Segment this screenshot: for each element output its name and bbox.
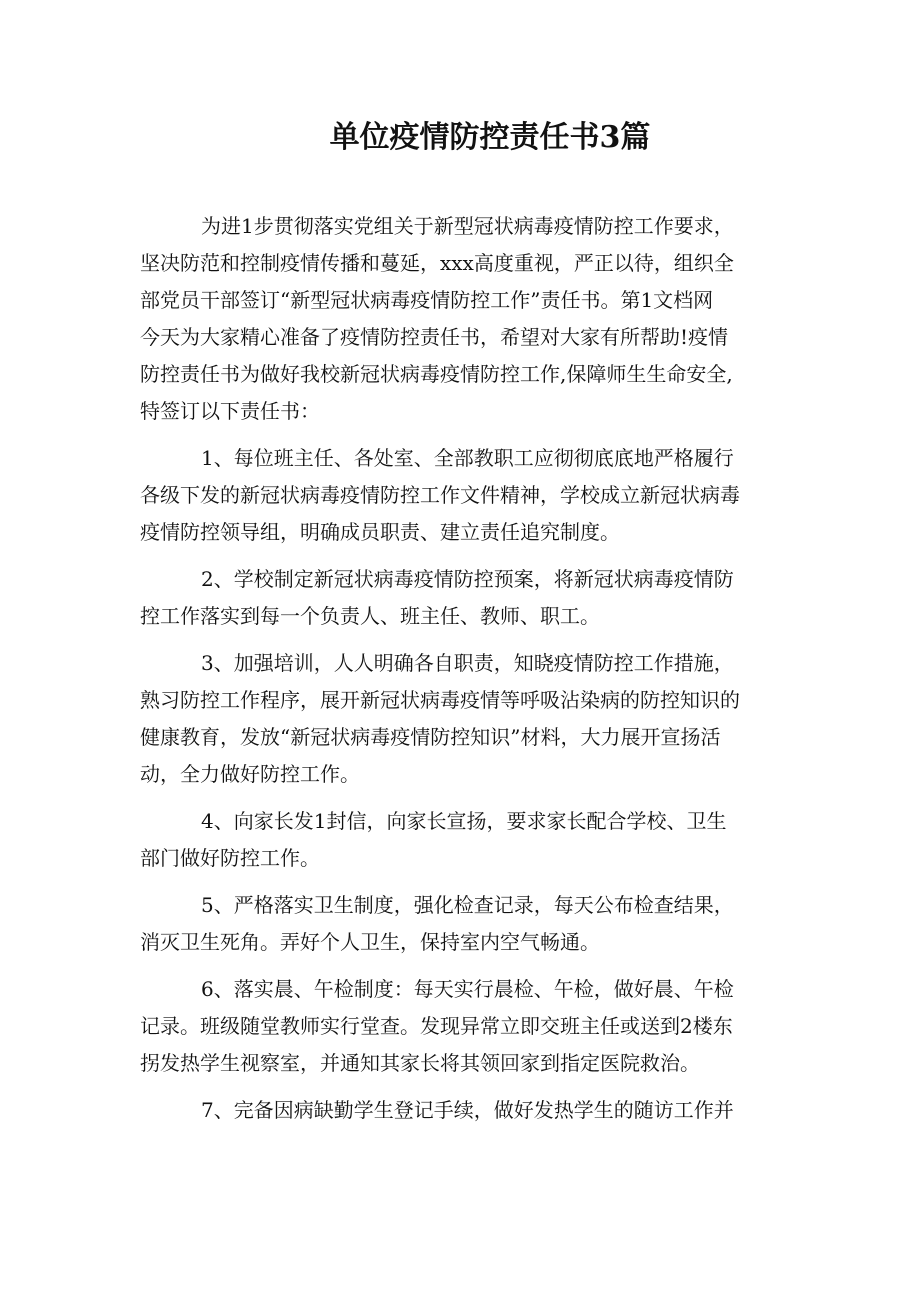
paragraph [140, 971, 800, 1082]
paragraph-line: 防控责任书为做好我校新冠状病毒疫情防控工作,保障师生生命安全, [140, 362, 733, 386]
paragraph-line: 5、严格落实卫生制度，强化检查记录，每天公布检查结果， [201, 893, 734, 917]
paragraph [140, 803, 800, 877]
paragraph-line: 坚决防范和控制疫情传播和蔓延，xxx高度重视，严正以待，组织全 [140, 251, 734, 275]
paragraph-line: 记录。班级随堂教师实行堂查。发现异常立即交班主任或送到2楼东 [140, 1014, 733, 1038]
paragraph-line: 疫情防控领导组，明确成员职责、建立责任追究制度。 [140, 520, 620, 544]
paragraph [140, 887, 800, 961]
paragraph-line: 健康教育，发放“新冠状病毒疫情防控知识”材料，大力展开宣扬活 [140, 725, 721, 749]
paragraph [140, 645, 800, 793]
paragraph-line: 为进1步贯彻落实党组关于新型冠状病毒疫情防控工作要求， [201, 214, 734, 238]
paragraph-line: 控工作落实到每一个负责人、班主任、教师、职工。 [140, 604, 600, 628]
paragraph-line: 各级下发的新冠状病毒疫情防控工作文件精神，学校成立新冠状病毒 [140, 483, 740, 507]
paragraph-line: 拐发热学生视察室，并通知其家长将其领回家到指定医院救治。 [140, 1051, 700, 1075]
paragraph [140, 440, 800, 551]
paragraph [140, 208, 800, 430]
paragraph-line: 今天为大家精心准备了疫情防控责任书，希望对大家有所帮助!疫情 [140, 325, 729, 349]
paragraph-line: 6、落实晨、午检制度：每天实行晨检、午检，做好晨、午检 [201, 977, 734, 1001]
paragraph [140, 561, 800, 635]
paragraph-line: 3、加强培训，人人明确各自职责，知晓疫情防控工作措施， [201, 651, 734, 675]
paragraph-line: 消灭卫生死角。弄好个人卫生，保持室内空气畅通。 [140, 930, 600, 954]
document-body [140, 208, 800, 1139]
paragraph-line: 7、完备因病缺勤学生登记手续，做好发热学生的随访工作并 [201, 1098, 734, 1122]
paragraph-line: 部门做好防控工作。 [140, 846, 320, 870]
paragraph-line: 4、向家长发1封信，向家长宣扬，要求家长配合学校、卫生 [201, 809, 727, 833]
paragraph-line: 部党员干部签订“新型冠状病毒疫情防控工作”责任书。第1文档网 [140, 288, 714, 312]
paragraph [140, 1092, 800, 1129]
paragraph-line: 1、每位班主任、各处室、全部教职工应彻彻底底地严格履行 [201, 446, 734, 470]
document-title: 单位疫情防控责任书3篇 [329, 120, 651, 155]
paragraph-line: 特签订以下责任书： [140, 399, 320, 423]
paragraph-line: 2、学校制定新冠状病毒疫情防控预案，将新冠状病毒疫情防 [201, 567, 734, 591]
paragraph-line: 动，全力做好防控工作。 [140, 762, 360, 786]
paragraph-line: 熟习防控工作程序，展开新冠状病毒疫情等呼吸沾染病的防控知识的 [140, 688, 740, 712]
